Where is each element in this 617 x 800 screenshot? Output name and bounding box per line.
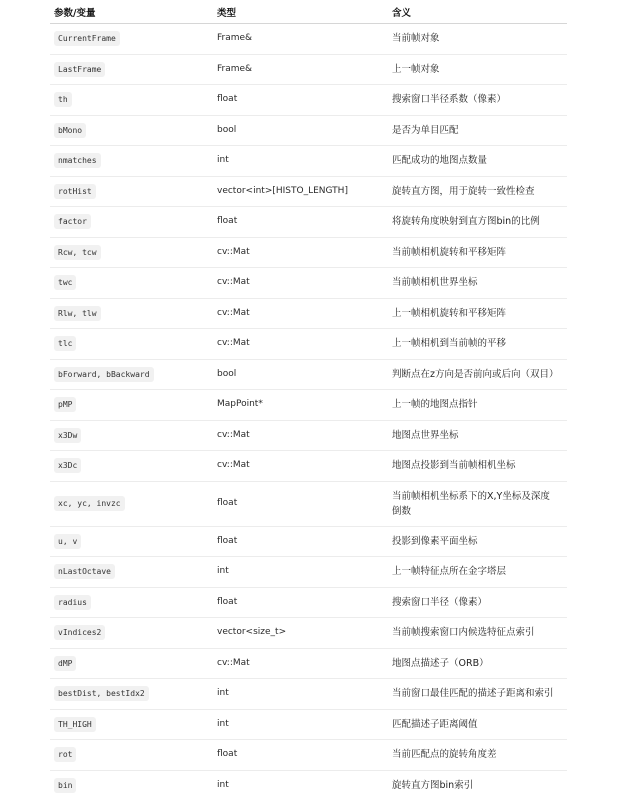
param-name: Rlw, tlw <box>54 306 101 321</box>
param-cell <box>50 557 213 588</box>
param-name: factor <box>54 214 91 229</box>
type-cell: cv::Mat <box>213 420 388 451</box>
table-row <box>50 587 567 618</box>
meaning-cell: 投影到像素平面坐标 <box>388 526 567 557</box>
type-cell: int <box>213 770 388 800</box>
meaning-cell: 匹配成功的地图点数量 <box>388 146 567 177</box>
table-row <box>50 679 567 710</box>
table-row <box>50 420 567 451</box>
param-name: nmatches <box>54 153 101 168</box>
param-name: vIndices2 <box>54 625 105 640</box>
type-cell: cv::Mat <box>213 268 388 299</box>
meaning-cell: 当前帧相机坐标系下的X,Y坐标及深度倒数 <box>388 481 567 526</box>
meaning-cell: 是否为单目匹配 <box>388 115 567 146</box>
param-cell <box>50 420 213 451</box>
meaning-cell: 当前帧相机世界坐标 <box>388 268 567 299</box>
meaning-cell: 搜索窗口半径（像素） <box>388 587 567 618</box>
table-row <box>50 237 567 268</box>
type-cell: bool <box>213 115 388 146</box>
type-cell: int <box>213 679 388 710</box>
type-cell: cv::Mat <box>213 648 388 679</box>
table-row <box>50 24 567 55</box>
param-cell <box>50 24 213 55</box>
param-cell <box>50 268 213 299</box>
meaning-cell: 匹配描述子距离阈值 <box>388 709 567 740</box>
param-name: rotHist <box>54 184 96 199</box>
param-name: th <box>54 92 72 107</box>
type-cell: float <box>213 587 388 618</box>
table-row <box>50 268 567 299</box>
type-cell: Frame& <box>213 54 388 85</box>
parameter-table <box>50 0 567 800</box>
meaning-cell: 上一帧特征点所在金字塔层 <box>388 557 567 588</box>
table-row <box>50 390 567 421</box>
param-cell <box>50 618 213 649</box>
param-name: x3Dw <box>54 428 81 443</box>
type-cell: vector<size_t> <box>213 618 388 649</box>
param-cell <box>50 207 213 238</box>
param-cell <box>50 390 213 421</box>
type-cell: int <box>213 709 388 740</box>
header-meaning: 含义 <box>388 0 567 24</box>
meaning-cell: 当前帧对象 <box>388 24 567 55</box>
param-cell <box>50 648 213 679</box>
param-cell <box>50 115 213 146</box>
meaning-cell: 判断点在z方向是否前向或后向（双目） <box>388 359 567 390</box>
header-param: 参数/变量 <box>50 0 213 24</box>
table-row <box>50 359 567 390</box>
param-cell <box>50 54 213 85</box>
param-name: bin <box>54 778 76 793</box>
table-row <box>50 115 567 146</box>
type-cell: int <box>213 557 388 588</box>
param-cell <box>50 679 213 710</box>
param-cell <box>50 298 213 329</box>
param-cell <box>50 176 213 207</box>
param-name: x3Dc <box>54 458 81 473</box>
param-name: nLastOctave <box>54 564 115 579</box>
param-cell <box>50 481 213 526</box>
type-cell: float <box>213 85 388 116</box>
param-name: Rcw, tcw <box>54 245 101 260</box>
meaning-cell: 地图点投影到当前帧相机坐标 <box>388 451 567 482</box>
param-name: bMono <box>54 123 86 138</box>
type-cell: bool <box>213 359 388 390</box>
type-cell: cv::Mat <box>213 451 388 482</box>
meaning-cell: 当前匹配点的旋转角度差 <box>388 740 567 771</box>
type-cell: float <box>213 481 388 526</box>
header-row <box>50 0 567 24</box>
param-cell <box>50 329 213 360</box>
table-row <box>50 451 567 482</box>
param-name: pMP <box>54 397 76 412</box>
table-row <box>50 481 567 526</box>
param-name: bestDist, bestIdx2 <box>54 686 149 701</box>
table-row <box>50 709 567 740</box>
param-name: u, v <box>54 534 81 549</box>
table-row <box>50 557 567 588</box>
param-cell <box>50 587 213 618</box>
meaning-cell: 上一帧的地图点指针 <box>388 390 567 421</box>
param-cell <box>50 740 213 771</box>
param-name: twc <box>54 275 76 290</box>
meaning-cell: 旋转直方图，用于旋转一致性检查 <box>388 176 567 207</box>
type-cell: cv::Mat <box>213 298 388 329</box>
param-name: radius <box>54 595 91 610</box>
meaning-cell: 上一帧相机到当前帧的平移 <box>388 329 567 360</box>
param-name: CurrentFrame <box>54 31 120 46</box>
param-cell <box>50 770 213 800</box>
table-row <box>50 526 567 557</box>
table-row <box>50 85 567 116</box>
type-cell: vector<int>[HISTO_LENGTH] <box>213 176 388 207</box>
table-row <box>50 54 567 85</box>
table-row <box>50 176 567 207</box>
param-cell <box>50 237 213 268</box>
table-row <box>50 648 567 679</box>
meaning-cell: 旋转直方图bin索引 <box>388 770 567 800</box>
param-cell <box>50 85 213 116</box>
param-name: tlc <box>54 336 76 351</box>
meaning-cell: 当前帧相机旋转和平移矩阵 <box>388 237 567 268</box>
header-type: 类型 <box>213 0 388 24</box>
type-cell: float <box>213 740 388 771</box>
param-cell <box>50 709 213 740</box>
param-name: dMP <box>54 656 76 671</box>
meaning-cell: 上一帧对象 <box>388 54 567 85</box>
type-cell: float <box>213 526 388 557</box>
param-name: rot <box>54 747 76 762</box>
table-row <box>50 618 567 649</box>
table-header <box>50 0 567 24</box>
meaning-cell: 将旋转角度映射到直方图bin的比例 <box>388 207 567 238</box>
param-cell <box>50 451 213 482</box>
table-body <box>50 24 567 800</box>
table-row <box>50 740 567 771</box>
type-cell: Frame& <box>213 24 388 55</box>
param-cell <box>50 146 213 177</box>
meaning-cell: 地图点描述子（ORB） <box>388 648 567 679</box>
type-cell: MapPoint* <box>213 390 388 421</box>
table-row <box>50 770 567 800</box>
meaning-cell: 上一帧相机旋转和平移矩阵 <box>388 298 567 329</box>
meaning-cell: 搜索窗口半径系数（像素） <box>388 85 567 116</box>
param-name: LastFrame <box>54 62 105 77</box>
table-row <box>50 207 567 238</box>
param-cell <box>50 359 213 390</box>
type-cell: cv::Mat <box>213 237 388 268</box>
table-row <box>50 298 567 329</box>
param-name: TH_HIGH <box>54 717 96 732</box>
meaning-cell: 当前窗口最佳匹配的描述子距离和索引 <box>388 679 567 710</box>
param-cell <box>50 526 213 557</box>
meaning-cell: 地图点世界坐标 <box>388 420 567 451</box>
meaning-cell: 当前帧搜索窗口内候选特征点索引 <box>388 618 567 649</box>
param-name: bForward, bBackward <box>54 367 154 382</box>
type-cell: int <box>213 146 388 177</box>
table-row <box>50 329 567 360</box>
type-cell: float <box>213 207 388 238</box>
param-name: xc, yc, invzc <box>54 496 125 511</box>
type-cell: cv::Mat <box>213 329 388 360</box>
table-row <box>50 146 567 177</box>
